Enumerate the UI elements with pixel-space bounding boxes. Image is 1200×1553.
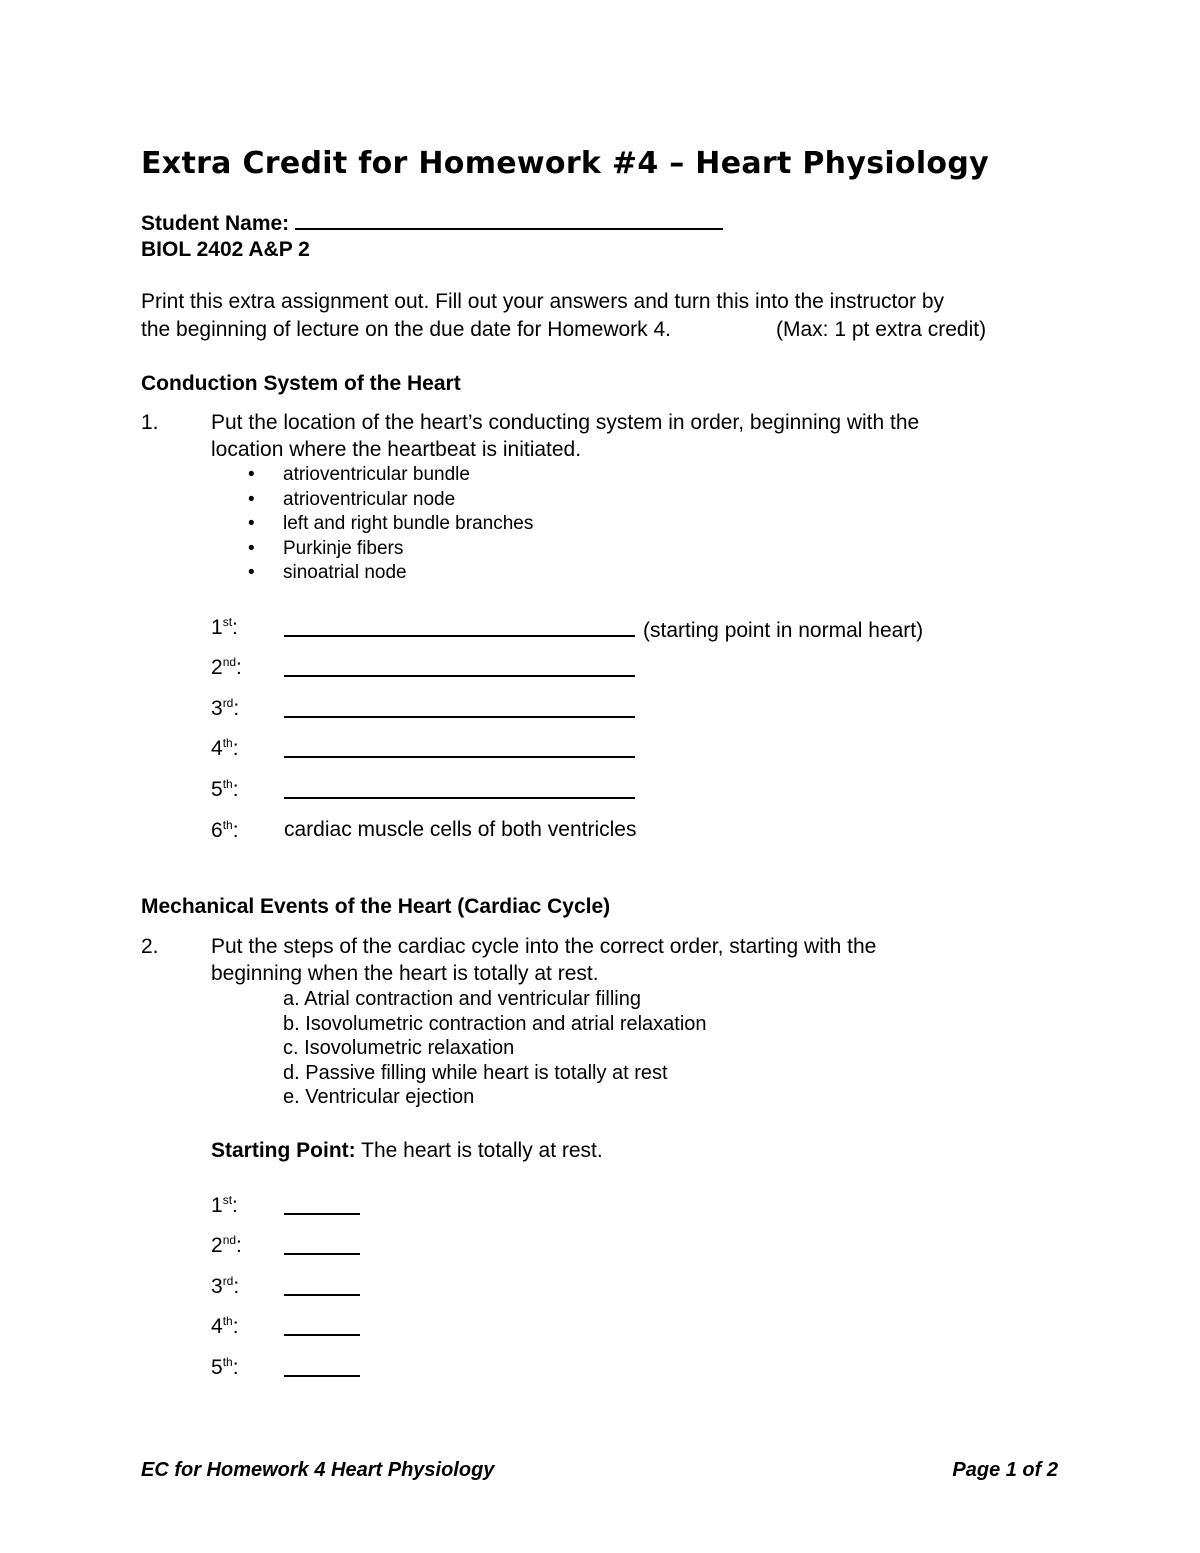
answer-row [284, 777, 635, 805]
answer-row [284, 736, 635, 764]
ordinal-label [211, 696, 239, 721]
section-heading-mechanical: Mechanical Events of the Heart (Cardiac Cycle) [141, 895, 611, 918]
answer-blank[interactable] [284, 696, 635, 718]
ordinal-number: 1 [211, 616, 223, 639]
bullet-item: atrioventricular bundle [283, 464, 470, 485]
question-2-line-1: Put the steps of the cardiac cycle into the correct order, starting with the [211, 935, 877, 958]
option-item: e. Ventricular ejection [283, 1086, 475, 1108]
ordinal-suffix: rd [222, 696, 234, 710]
instructions-line-2: the beginning of lecture on the due date for Homework 4. [141, 318, 672, 341]
starting-point-label: Starting Point: [211, 1139, 356, 1162]
ordinal-label [211, 777, 239, 802]
ordinal-label [211, 818, 239, 843]
ordinal-number: 5 [211, 1356, 223, 1379]
ordinal-colon: : [232, 1194, 238, 1217]
ordinal-colon: : [233, 1275, 240, 1298]
starting-point-text: The heart is totally at rest. [361, 1139, 603, 1162]
answer-blank[interactable] [284, 736, 635, 758]
answer-row [284, 1314, 360, 1342]
answer-row [284, 655, 635, 683]
ordinal-colon: : [233, 697, 240, 720]
question-1-line-1: Put the location of the heart’s conducting system in order, beginning with the [211, 411, 920, 434]
student-name-row [141, 208, 723, 236]
bullet-item: Purkinje fibers [283, 538, 404, 559]
ordinal-number: 2 [211, 1234, 223, 1257]
ordinal-suffix: st [222, 1193, 233, 1207]
option-item: d. Passive filling while heart is totally at rest [283, 1062, 668, 1084]
answer-blank[interactable] [284, 615, 635, 637]
answer-row [284, 696, 635, 724]
answer-blank[interactable] [284, 1233, 360, 1255]
ordinal-suffix: th [222, 777, 233, 791]
ordinal-number: 3 [211, 1275, 223, 1298]
ordinal-suffix: th [222, 1355, 233, 1369]
answer-blank[interactable] [284, 655, 635, 677]
bullet-item: sinoatrial node [283, 562, 407, 583]
student-name-label: Student Name: [141, 212, 290, 235]
option-item: c. Isovolumetric relaxation [283, 1037, 515, 1059]
ordinal-label [211, 1233, 242, 1258]
ordinal-number: 4 [211, 737, 223, 760]
ordinal-number: 6 [211, 819, 223, 842]
question-number-2: 2. [141, 935, 159, 958]
ordinal-label [211, 1193, 238, 1218]
ordinal-number: 4 [211, 1315, 223, 1338]
bullet-icon: • [248, 489, 255, 510]
section-heading-conduction: Conduction System of the Heart [141, 372, 461, 395]
ordinal-suffix: nd [222, 1233, 237, 1247]
document-title: Extra Credit for Homework #4 – Heart Physiology [141, 146, 989, 181]
student-name-blank[interactable] [295, 208, 723, 230]
answer-blank[interactable] [284, 777, 635, 799]
ordinal-colon: : [232, 737, 239, 760]
footer-page-number: Page 1 of 2 [952, 1459, 1058, 1481]
answer-row [284, 1274, 360, 1302]
course-label: BIOL 2402 A&P 2 [141, 238, 310, 261]
ordinal-number: 3 [211, 697, 223, 720]
bullet-icon: • [248, 562, 255, 583]
starting-point-row [211, 1139, 603, 1163]
answer-row [284, 615, 923, 643]
ordinal-label [211, 1355, 239, 1380]
ordinal-suffix: nd [222, 655, 237, 669]
ordinal-colon: : [232, 1315, 239, 1338]
question-2-line-2: beginning when the heart is totally at rest. [211, 962, 599, 985]
ordinal-colon: : [232, 1356, 239, 1379]
bullet-item: atrioventricular node [283, 489, 456, 510]
ordinal-colon: : [232, 778, 239, 801]
ordinal-label [211, 655, 242, 680]
sixth-answer: cardiac muscle cells of both ventricles [284, 818, 637, 841]
footer-title: EC for Homework 4 Heart Physiology [141, 1459, 495, 1481]
answer-row [284, 1233, 360, 1261]
ordinal-colon: : [236, 1234, 242, 1257]
answer-row [284, 1193, 360, 1221]
question-1-line-2: location where the heartbeat is initiated. [211, 438, 582, 461]
starting-point-note: (starting point in normal heart) [643, 619, 924, 642]
answer-blank[interactable] [284, 1274, 360, 1296]
answer-blank[interactable] [284, 1355, 360, 1377]
bullet-icon: • [248, 464, 255, 485]
ordinal-label [211, 1274, 239, 1299]
ordinal-suffix: st [222, 615, 233, 629]
ordinal-colon: : [232, 819, 239, 842]
ordinal-suffix: th [222, 818, 233, 832]
ordinal-number: 2 [211, 656, 223, 679]
option-item: b. Isovolumetric contraction and atrial relaxation [283, 1013, 707, 1035]
bullet-icon: • [248, 538, 255, 559]
question-number-1: 1. [141, 411, 159, 434]
answer-row [284, 1355, 360, 1383]
ordinal-colon: : [236, 656, 242, 679]
ordinal-suffix: rd [222, 1274, 234, 1288]
bullet-icon: • [248, 513, 255, 534]
ordinal-label [211, 615, 238, 640]
ordinal-colon: : [232, 616, 238, 639]
ordinal-number: 5 [211, 778, 223, 801]
answer-blank[interactable] [284, 1314, 360, 1336]
bullet-item: left and right bundle branches [283, 513, 534, 534]
instructions-line-1: Print this extra assignment out. Fill out your answers and turn this into the instructor by [141, 290, 945, 313]
ordinal-label [211, 736, 239, 761]
ordinal-number: 1 [211, 1194, 223, 1217]
ordinal-suffix: th [222, 1314, 233, 1328]
ordinal-label [211, 1314, 239, 1339]
option-item: a. Atrial contraction and ventricular filling [283, 988, 641, 1010]
ordinal-suffix: th [222, 736, 233, 750]
max-credit-note: (Max: 1 pt extra credit) [776, 318, 987, 341]
answer-blank[interactable] [284, 1193, 360, 1215]
